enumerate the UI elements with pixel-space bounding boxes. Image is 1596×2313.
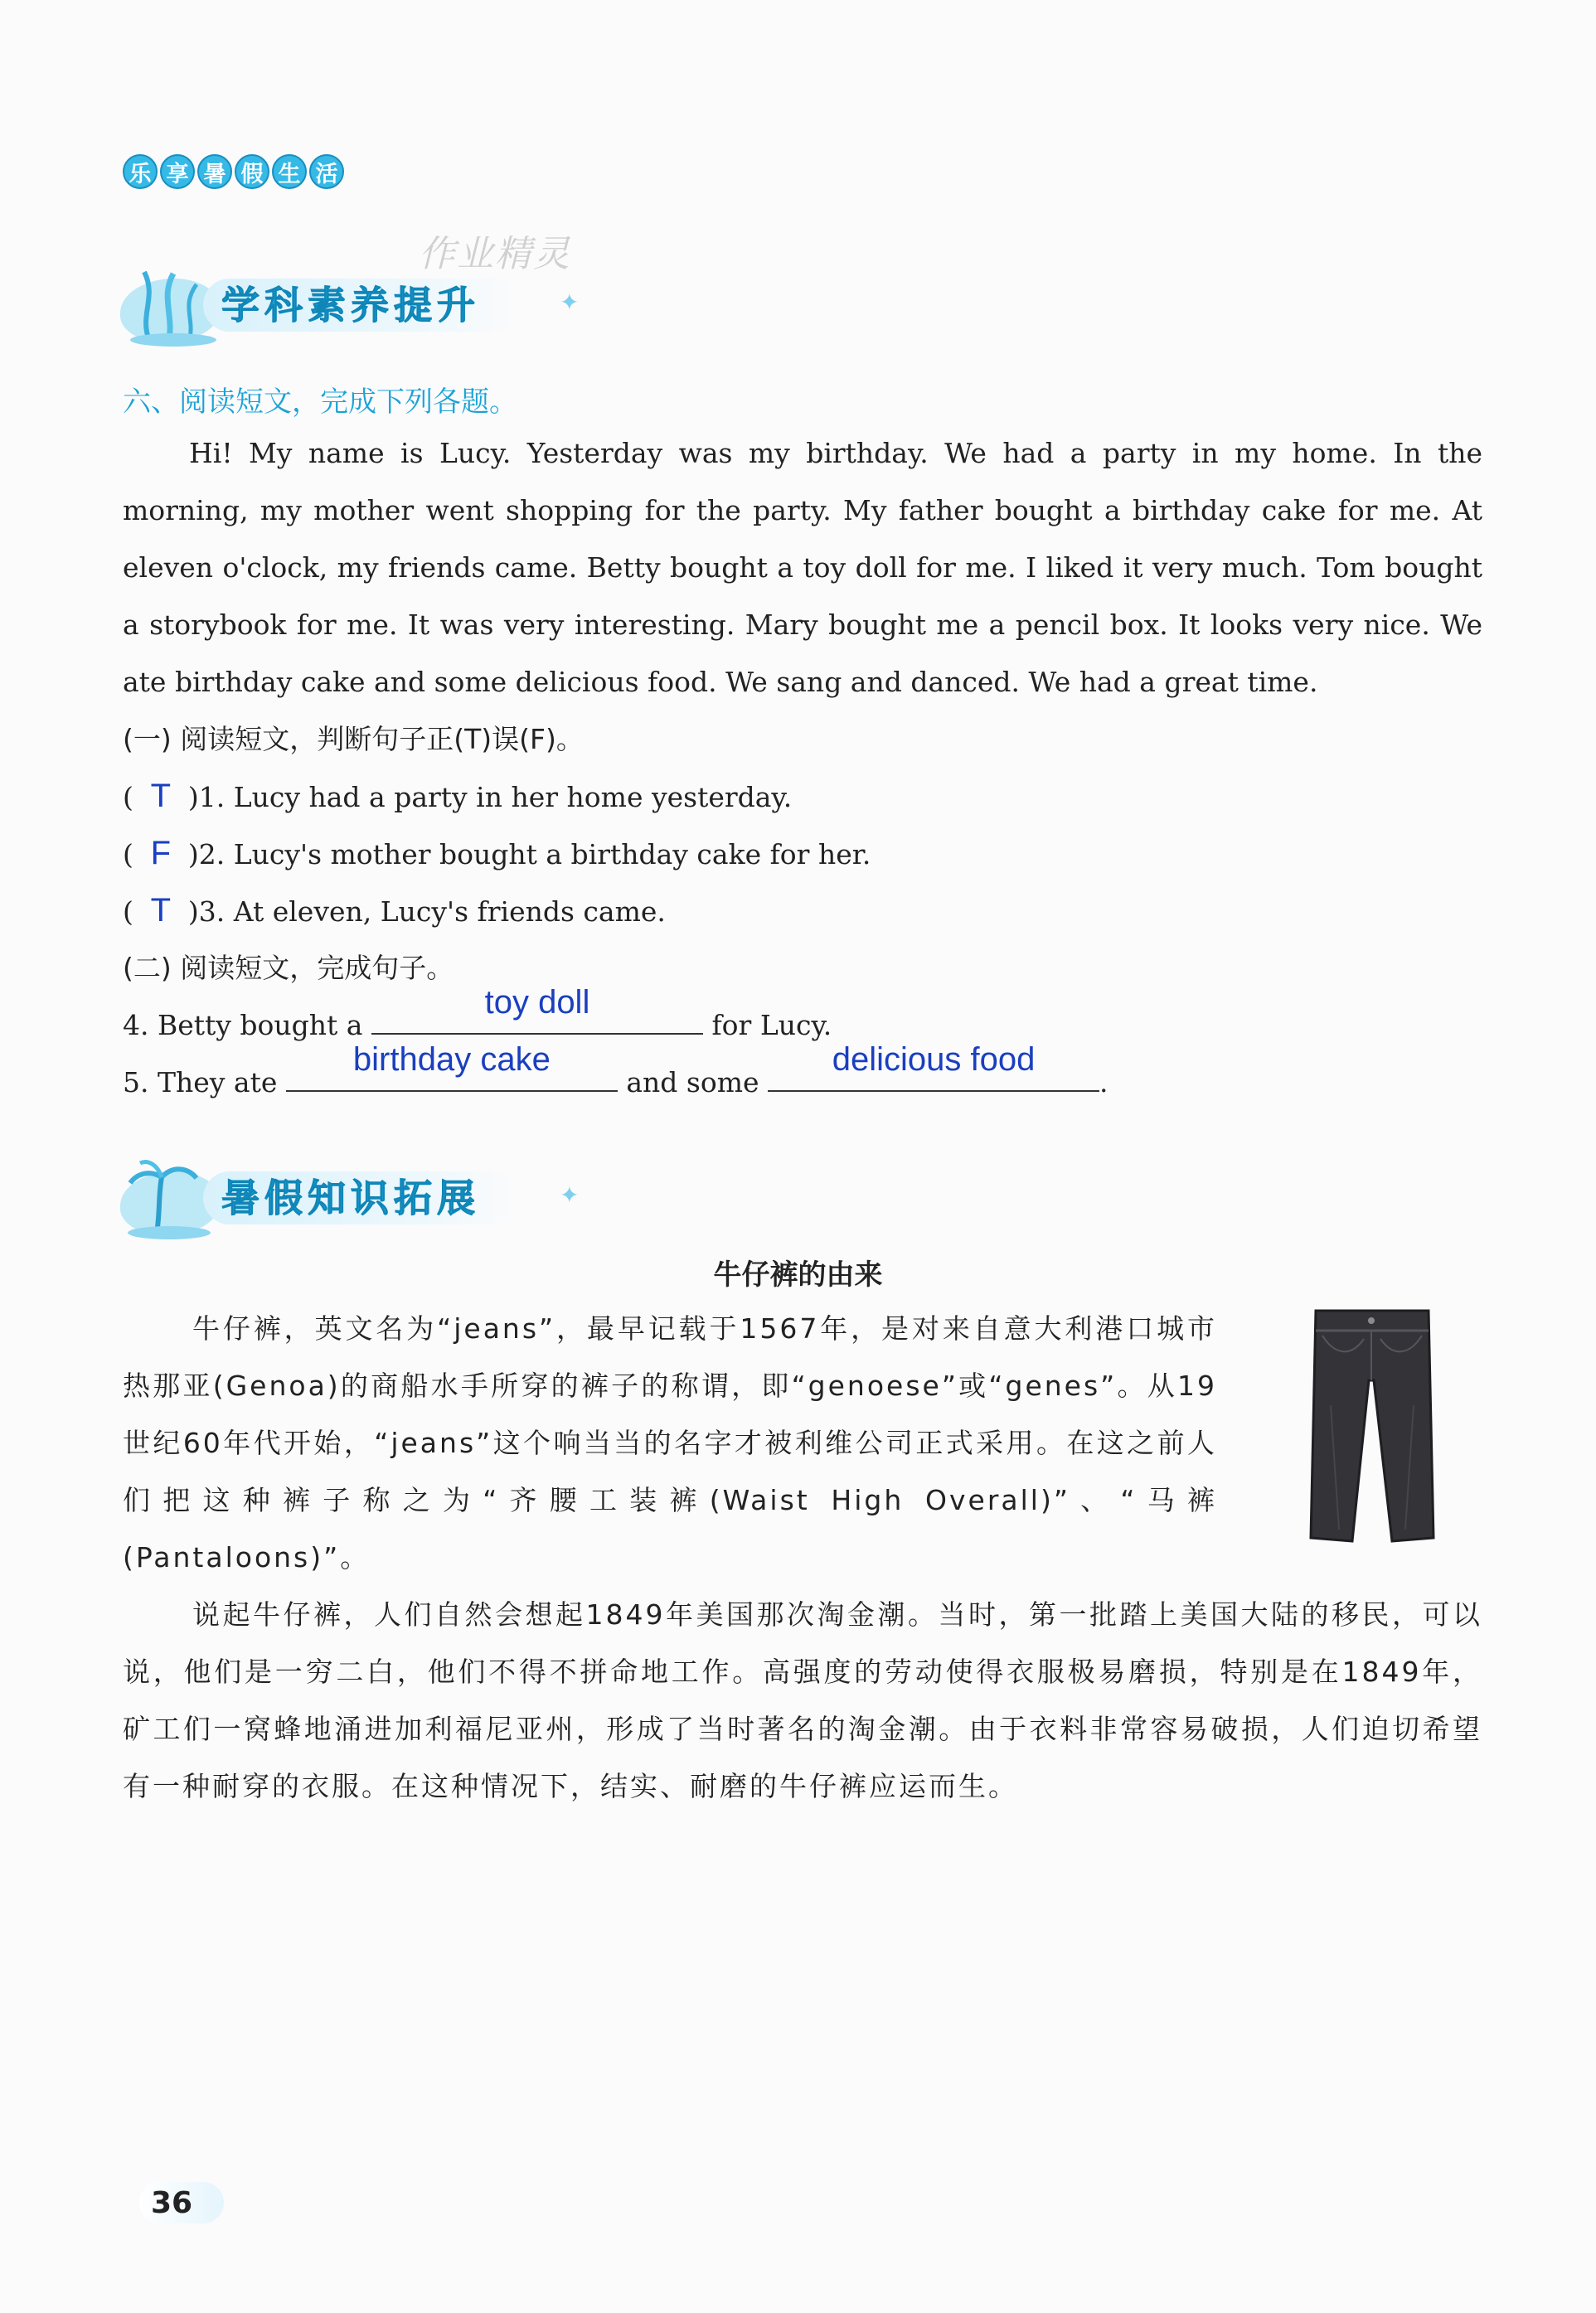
badge-char: 生 (272, 154, 307, 189)
jeans-illustration-icon (1306, 1306, 1438, 1546)
answer-blank (371, 984, 703, 1035)
fill-answer: delicious food (832, 1041, 1036, 1078)
article-paragraph-1: 牛仔裤，英文名为“jeans”，最早记载于1567年，是对来自意大利港口城市热那亚(Genoa)的商船水手所穿的裤子的称谓，即“genoese”或“genes”。从19世纪60年代开始，“jeans”这个响当当的名字才被利维公司正式采用。在这之前人们把这种裤子称之为“齐腰工装裤(Waist High Overall)”、“马裤(Pantaloons)”。 (123, 1312, 1217, 1574)
question-title: 六、阅读短文，完成下列各题。 (123, 386, 517, 419)
tf-item: ( T )1. Lucy had a party in her home yesterday. (123, 768, 792, 826)
banner-title: 暑假知识拓展 (203, 1171, 518, 1224)
badge-char: 暑 (197, 154, 232, 189)
fill-answer: birthday cake (352, 1041, 551, 1078)
reading-passage: Hi! My name is Lucy. Yesterday was my birthday. We had a party in my home. In the morning, my mother went shopping for the party. My father bought a birthday cake for me. At eleven o'clock, my friends came. Betty bought a toy doll for me. I liked it very much. Tom bought a storybook for me. It was very interesting. Mary bought me a pencil box. It looks very nice. We ate birthday cake and some delicious food. We sang and danced. We had a great time. (123, 437, 1482, 698)
fill-answer: toy doll (484, 984, 590, 1021)
badge-char: 享 (160, 154, 195, 189)
tf-text: )1. Lucy had a party in her home yesterday. (187, 781, 793, 813)
section-banner-literacy (120, 264, 585, 347)
badge-char: 乐 (123, 154, 158, 189)
article-title: 牛仔裤的由来 (713, 1258, 883, 1292)
fill-suffix: . (1099, 1066, 1108, 1098)
fill-suffix: for Lucy. (711, 1009, 832, 1041)
header-badge (123, 154, 344, 189)
tf-text: )2. Lucy's mother bought a birthday cake for her. (187, 838, 871, 870)
answer-blank (286, 1041, 618, 1092)
article-paragraph-2: 说起牛仔裤，人们自然会想起1849年美国那次淘金潮。当时，第一批踏上美国大陆的移民，可以说，他们是一穷二白，他们不得不拼命地工作。高强度的劳动使得衣服极易磨损，特别是在1849年，矿工们一窝蜂地涌进加利福尼亚州，形成了当时著名的淘金潮。由于衣料非常容易破损，人们迫切希望有一种耐穿的衣服。在这种情况下，结实、耐磨的牛仔裤应运而生。 (123, 1598, 1482, 1802)
tf-item: ( F )2. Lucy's mother bought a birthday cake for her. (123, 825, 871, 883)
watermark: 作业精灵 (419, 233, 571, 275)
page-number: 36 (151, 2186, 193, 2220)
sparkle-icon: ✦ (560, 289, 580, 316)
part1-title: (一) 阅读短文，判断句子正(T)误(F)。 (123, 723, 584, 755)
badge-char: 假 (235, 154, 269, 189)
banner-title: 学科素养提升 (203, 279, 518, 332)
fill-item-5 (123, 1041, 1108, 1111)
part2-title: (二) 阅读短文，完成句子。 (123, 952, 454, 984)
tf-answer: T (150, 892, 172, 929)
fill-prefix: 4. Betty bought a (123, 1009, 363, 1041)
fill-middle: and some (626, 1066, 759, 1098)
tf-text: )3. At eleven, Lucy's friends came. (187, 895, 666, 928)
sparkle-icon: ✦ (560, 1181, 580, 1209)
tf-answer: T (150, 778, 172, 814)
tf-answer: F (150, 835, 172, 871)
section-banner-knowledge (120, 1156, 585, 1239)
answer-blank (768, 1041, 1099, 1092)
badge-char: 活 (309, 154, 344, 189)
tf-item: ( T )3. At eleven, Lucy's friends came. (123, 882, 666, 940)
fill-prefix: 5. They ate (123, 1066, 278, 1098)
